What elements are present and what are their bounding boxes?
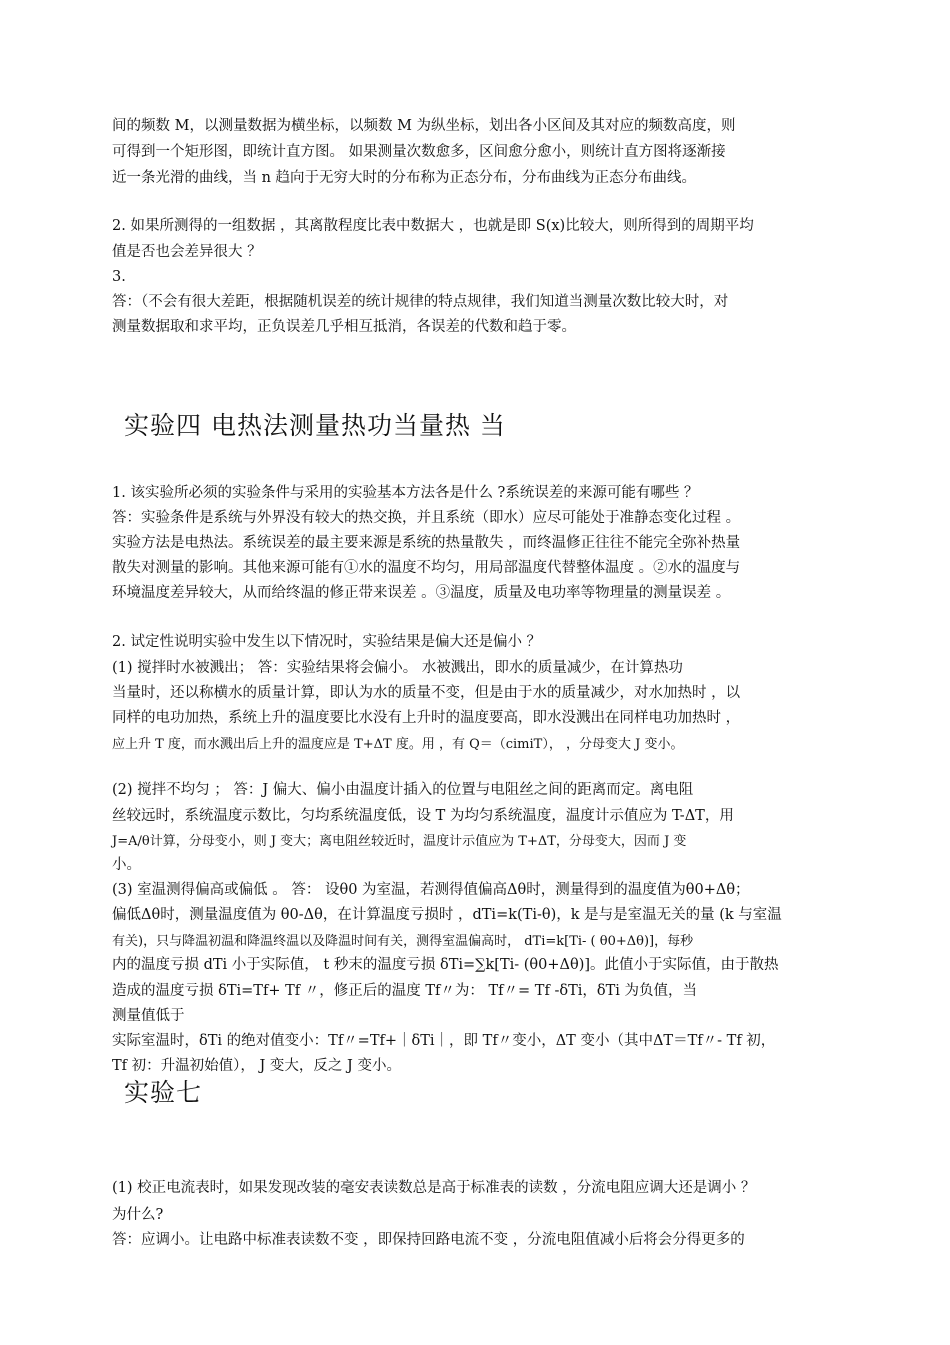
section-heading: 实验七: [124, 1078, 203, 1107]
text-line: 值是否也会差异很大 ？: [112, 244, 262, 260]
text-line: Tf 初：升温初始值）， J 变大，反之 J 变小。: [112, 1058, 401, 1074]
text-line: 实际室温时，δTi 的绝对值变小：Tf〃=Tf+｜δTi｜，即 Tf〃变小，ΔT 变小（其中ΔT＝Tf〃- Tf 初，: [112, 1033, 776, 1049]
text-line: (3) 室温测得偏高或偏低 。 答： 设θ0 为室温，若测得值偏高Δθ时，测量得到的温度值为θ0+Δθ；: [112, 882, 750, 898]
text-line: 答：（不会有很大差距，根据随机误差的统计规律的特点规律，我们知道当测量次数比较大时，对: [112, 294, 729, 310]
text-line: 同样的电功加热，系统上升的温度要比水没有上升时的温度要高，即水没溅出在同样电功加热时 ，: [112, 710, 741, 726]
text-line: 内的温度亏损 dTi 小于实际值， t 秒末的温度亏损 δTi=∑k[Ti- (θ0+Δθ)]。此值小于实际值，由于散热: [112, 957, 779, 973]
text-line: 可得到一个矩形图，即统计直方图。 如果测量次数愈多，区间愈分愈小，则统计直方图将逐渐接: [112, 144, 726, 160]
text-line: 偏低Δθ时，测量温度值为 θ0-Δθ，在计算温度亏损时 ，dTi=k(Ti-θ)，k 是与是室温无关的量 (k 与室温: [112, 907, 782, 923]
text-line: 测量数据取和求平均，正负误差几乎相互抵消，各误差的代数和趋于零。: [112, 319, 576, 335]
text-line: (1) 搅拌时水被溅出； 答：实验结果将会偏小。 水被溅出，即水的质量减少，在计算热功: [112, 660, 683, 676]
text-line: J=A/θ计算，分母变小，则 J 变大；离电阻丝较近时，温度计示值应为 T+ΔT，分母变大，因而 J 变: [112, 834, 687, 849]
text-line: (1) 校正电流表时，如果发现改装的毫安表读数总是高于标准表的读数 ，分流电阻应调大还是调小 ？: [112, 1180, 756, 1196]
text-line: 应上升 T 度，而水溅出后上升的温度应是 T+ΔT 度。用 ，有 Q＝（cimiT）， ，分母变大 J 变小。: [112, 737, 684, 752]
text-line: 3.: [112, 269, 126, 285]
text-line: 答：应调小。让电路中标准表读数不变 ，即保持回路电流不变 ，分流电阻值减小后将会分得更多的: [112, 1232, 745, 1248]
text-line: 有关)，只与降温初温和降温终温以及降温时间有关，测得室温偏高时， dTi=k[Ti- ( θ0+Δθ)]，每秒: [112, 934, 694, 949]
text-line: (2) 搅拌不均匀 ； 答：J 偏大、偏小由温度计插入的位置与电阻丝之间的距离而定。离电阻: [112, 782, 694, 798]
text-line: 测量值低于: [112, 1008, 185, 1024]
text-line: 当量时，还以称横水的质量计算，即认为水的质量不变，但是由于水的质量减少，对水加热时 ，以: [112, 685, 741, 701]
text-line: 近一条光滑的曲线，当 n 趋向于无穷大时的分布称为正态分布，分布曲线为正态分布曲线。: [112, 170, 697, 186]
text-line: 答：实验条件是系统与外界没有较大的热交换，并且系统（即水）应尽可能处于准静态变化过程 。: [112, 510, 741, 526]
text-line: 实验方法是电热法。系统误差的最主要来源是系统的热量散失 ，而终温修正往往不能完全弥补热量: [112, 535, 741, 551]
text-line: 丝较远时，系统温度示数比，匀均系统温度低，设 T 为均匀系统温度，温度计示值应为 T-ΔT，用: [112, 808, 734, 824]
text-line: 小。: [112, 857, 141, 873]
text-line: 2. 试定性说明实验中发生以下情况时，实验结果是偏大还是偏小 ？: [112, 634, 542, 650]
text-line: 为什么?: [112, 1207, 164, 1223]
text-line: 1. 该实验所必须的实验条件与采用的实验基本方法各是什么 ?系统误差的来源可能有哪些 ？: [112, 485, 699, 501]
text-line: 间的频数 M，以测量数据为横坐标，以频数 M 为纵坐标，划出各小区间及其对应的频数高度，则: [112, 118, 736, 134]
text-line: 2. 如果所测得的一组数据 ，其离散程度比表中数据大 ，也就是即 S(x)比较大，则所得到的周期平均: [112, 218, 754, 234]
text-line: 环境温度差异较大，从而给终温的修正带来误差 。③温度，质量及电功率等物理量的测量误差 。: [112, 585, 731, 601]
text-line: 散失对测量的影响。其他来源可能有①水的温度不均匀，用局部温度代替整体温度 。②水的温度与: [112, 560, 741, 576]
section-heading: 实验四 电热法测量热功当量热 当: [124, 411, 506, 440]
text-line: 造成的温度亏损 δTi=Tf+ Tf 〃，修正后的温度 Tf〃为： Tf〃= Tf -δTi，δTi 为负值，当: [112, 983, 698, 999]
